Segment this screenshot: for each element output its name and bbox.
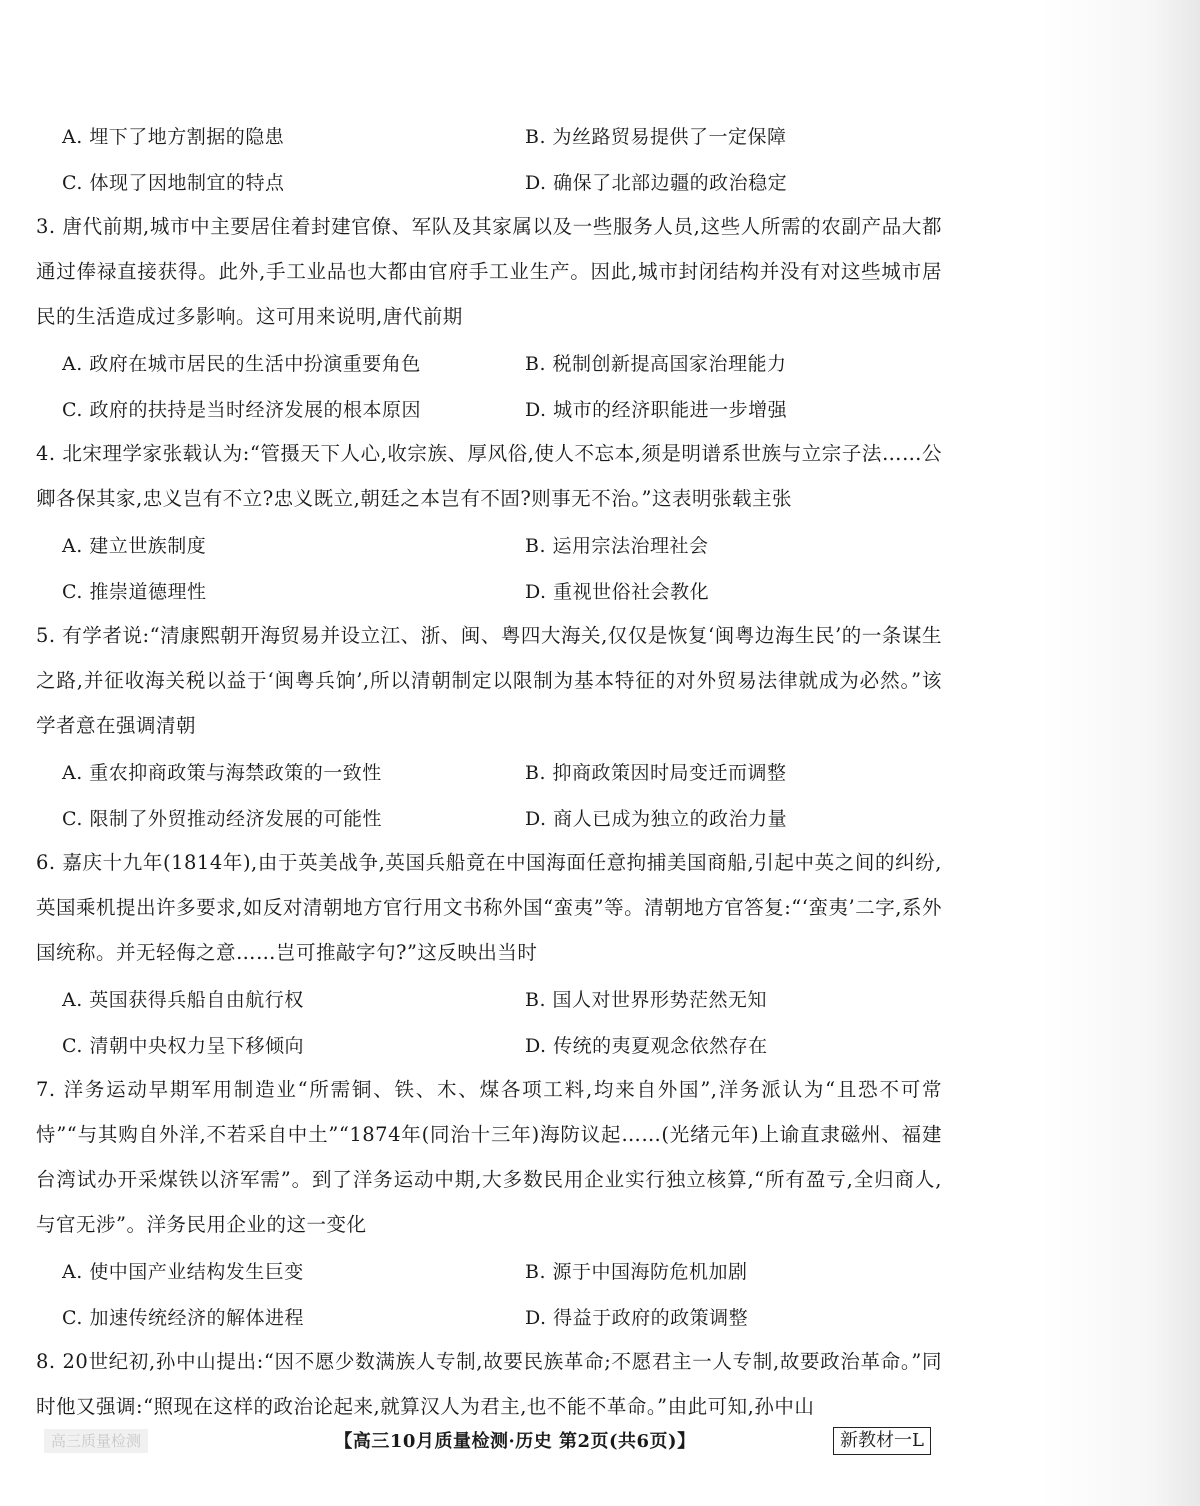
scan-edge-shadow <box>1040 0 1200 1506</box>
q4-option-b[interactable]: B. 运用宗法治理社会 <box>525 534 709 557</box>
q6-option-b[interactable]: B. 国人对世界形势茫然无知 <box>525 988 768 1011</box>
q6-options-row-2 <box>36 1021 942 1067</box>
q5-option-b[interactable]: B. 抑商政策因时局变迁而调整 <box>525 761 787 784</box>
q5-options-row-2 <box>36 794 942 840</box>
q5-option-a[interactable]: A. 重农抑商政策与海禁政策的一致性 <box>62 761 382 784</box>
q3-options-row-2 <box>36 385 942 431</box>
question-7-stem: 7. 洋务运动早期军用制造业“所需铜、铁、木、煤各项工料,均来自外国”,洋务派认为“且恐不可常恃”“与其购自外洋,不若采自中土”“1874年(同治十三年)海防议起……(光绪元年)上谕直隶磁州、福建台湾试办开采煤铁以济军需”。到了洋务运动中期,大多数民用企业实行独立核算,“所有盈亏,全归商人,与官无涉”。洋务民用企业的这一变化 <box>36 1078 942 1236</box>
page-content <box>36 112 942 1429</box>
footer-title: 【高三10月质量检测·历史 第2页(共6页)】 <box>334 1431 696 1452</box>
q2-option-c[interactable]: C. 体现了因地制宜的特点 <box>62 171 285 194</box>
q7-options-row-1 <box>36 1247 942 1293</box>
q7-option-c[interactable]: C. 加速传统经济的解体进程 <box>62 1306 304 1329</box>
q4-options-row-2 <box>36 567 942 613</box>
q5-option-d[interactable]: D. 商人已成为独立的政治力量 <box>525 807 788 830</box>
question-6-stem: 6. 嘉庆十九年(1814年),由于英美战争,英国兵船竟在中国海面任意拘捕美国商船,引起中英之间的纠纷,英国乘机提出许多要求,如反对清朝地方官行用文书称外国“蛮夷”等。清朝地方官答复:“‘蛮夷’二字,系外国统称。并无轻侮之意……岂可推敲字句?”这反映出当时 <box>36 851 942 964</box>
q3-option-a[interactable]: A. 政府在城市居民的生活中扮演重要角色 <box>62 352 421 375</box>
q3-option-b[interactable]: B. 税制创新提高国家治理能力 <box>525 352 787 375</box>
q4-option-c[interactable]: C. 推崇道德理性 <box>62 580 207 603</box>
faint-header-mark: 高三质量检测 <box>44 1429 148 1453</box>
q4-options-row-1 <box>36 521 942 567</box>
q6-option-c[interactable]: C. 清朝中央权力呈下移倾向 <box>62 1034 304 1057</box>
page-footer <box>0 1425 1200 1459</box>
q7-options-row-2 <box>36 1293 942 1339</box>
q7-option-b[interactable]: B. 源于中国海防危机加剧 <box>525 1260 748 1283</box>
q3-option-d[interactable]: D. 城市的经济职能进一步增强 <box>525 398 788 421</box>
question-5-stem: 5. 有学者说:“清康熙朝开海贸易并设立江、浙、闽、粤四大海关,仅仅是恢复‘闽粤边海生民’的一条谋生之路,并征收海关税以益于‘闽粤兵饷’,所以清朝制定以限制为基本特征的对外贸易法律就成为必然。”该学者意在强调清朝 <box>36 624 942 737</box>
q4-option-a[interactable]: A. 建立世族制度 <box>62 534 207 557</box>
question-3-stem: 3. 唐代前期,城市中主要居住着封建官僚、军队及其家属以及一些服务人员,这些人所需的农副产品大都通过俸禄直接获得。此外,手工业品也大都由官府手工业生产。因此,城市封闭结构并没有对这些城市居民的生活造成过多影响。这可用来说明,唐代前期 <box>36 215 942 328</box>
q3-option-c[interactable]: C. 政府的扶持是当时经济发展的根本原因 <box>62 398 421 421</box>
q3-options-row-1 <box>36 339 942 385</box>
q2-options-row-1 <box>36 112 942 158</box>
q5-option-c[interactable]: C. 限制了外贸推动经济发展的可能性 <box>62 807 382 830</box>
q2-option-d[interactable]: D. 确保了北部边疆的政治稳定 <box>525 171 788 194</box>
q2-option-b[interactable]: B. 为丝路贸易提供了一定保障 <box>525 125 787 148</box>
question-4-stem: 4. 北宋理学家张载认为:“管摄天下人心,收宗族、厚风俗,使人不忘本,须是明谱系世族与立宗子法……公卿各保其家,忠义岂有不立?忠义既立,朝廷之本岂有不固?则事无不治。”这表明张载主张 <box>36 442 942 510</box>
q4-option-d[interactable]: D. 重视世俗社会教化 <box>525 580 710 603</box>
q2-option-a[interactable]: A. 埋下了地方割据的隐患 <box>62 125 285 148</box>
q7-option-a[interactable]: A. 使中国产业结构发生巨变 <box>62 1260 304 1283</box>
q7-option-d[interactable]: D. 得益于政府的政策调整 <box>525 1306 749 1329</box>
q6-option-d[interactable]: D. 传统的夷夏观念依然存在 <box>525 1034 768 1057</box>
q6-options-row-1 <box>36 975 942 1021</box>
edition-tag: 新教材一L <box>833 1427 931 1455</box>
q5-options-row-1 <box>36 748 942 794</box>
q2-options-row-2 <box>36 158 942 204</box>
question-8-stem: 8. 20世纪初,孙中山提出:“因不愿少数满族人专制,故要民族革命;不愿君主一人专制,故要政治革命。”同时他又强调:“照现在这样的政治论起来,就算汉人为君主,也不能不革命。”由此可知,孙中山 <box>36 1350 942 1418</box>
q6-option-a[interactable]: A. 英国获得兵船自由航行权 <box>62 988 304 1011</box>
